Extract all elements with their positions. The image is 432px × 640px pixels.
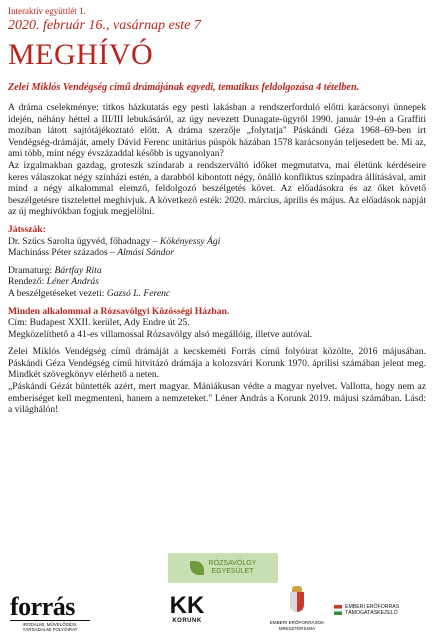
emmi-logo-line-2: MINISZTÉRIUMA	[278, 625, 316, 631]
venue-heading: Minden alkalommal a Rózsavölgyi Közösségi Házban.	[8, 305, 230, 317]
host-label: A beszélgetéseket vezeti:	[8, 287, 107, 299]
dramaturg-name: Bártfay Rita	[54, 264, 102, 276]
forras-logo-subtitle: IRODALMI, MŰVELŐDÉSI, TÁRSADALMI FOLYÓIRAT	[10, 620, 90, 632]
subtitle: Zelei Miklós Vendégség című drámájának egyedi, tematikus feldolgozása 4 tételben.	[8, 82, 360, 93]
rozsavolgyi-logo-line-2: EGYESÜLET	[211, 568, 254, 575]
korunk-logo	[165, 594, 209, 624]
rozsavolgyi-logo	[168, 553, 278, 583]
forras-logo-name: forrás	[10, 592, 75, 621]
host-line	[8, 288, 426, 300]
closing-paragraph-2: „Páskándi Gézát büntették azért, mert magyar. Mániákusan védte a magyar nyelvet. Vallotta, hogy nem az emberiséget kell megmenteni, hanem a nemzeteket." Léner András a Korunk 2019. májusi számában. Lásd: a világhálón!	[8, 381, 426, 416]
venue-address: Cím: Budapest XXII. kerület, Ady Endre út 25.	[8, 317, 190, 329]
cast-heading: Játsszák:	[8, 223, 46, 235]
intro-paragraph-1: A dráma cselekménye: titkos házkutatás egy pesti lakásban a rendszerforduló előtti karácsonyi ünnepek idején, néhány héttel a III/III lebukásáról, az úgy nevezett Dunagate-ügyről 1990. január 19-én a Graffiti moziban látott sajtótájékoztató előtt. A dráma szerzője „folytatja" Páskándi Géza 1968–69-ben írt Vendégség-drámáját, amely Dávid Ferenc unitárius püspök házában 1578 karácsonyán teljesedett be. Mi az, ami több, mint négy évszázaddal később is ugyanolyan?	[8, 102, 426, 160]
emet-logo	[334, 604, 430, 617]
cast-row-1	[8, 236, 426, 248]
director-name: Léner András	[46, 276, 99, 288]
sponsor-logos	[0, 592, 432, 640]
intro-text	[8, 102, 426, 416]
coat-of-arms-icon	[290, 592, 304, 612]
event-date: 2020. február 16., vasárnap este 7	[8, 18, 201, 33]
host-name: Gazsó L. Ferenc	[106, 287, 171, 299]
cast-actor-2: Almási Sándor	[117, 247, 175, 259]
cast-role-2: Machináss Péter százados –	[8, 247, 118, 259]
venue-access: Megközelíthető a 41-es villamossal Rózsavölgy alsó megállóig, illetve autóval.	[8, 328, 313, 340]
dramaturg-label: Dramaturg:	[8, 264, 55, 276]
intro-paragraph-2: Az izgalmakban gazdag, groteszk színdarab a rendszerváltó időket megmutatva, mai életünk kérdéseire keres válaszokat négy színházi estén, a darabból kibontott négy, önálló konfliktus színpadra állításával, amit mind a négy alkalommal elemző, feldolgozó beszélgetés követ. Az előadásokra és az őket követő beszélgetésre tisztelettel meghívjuk. A következő esték: 2020. március, április és május. Az előadások napját az új meghívókban fogjuk megjelölni.	[8, 159, 426, 218]
emet-logo-line-2: TÁMOGATÁSKEZELŐ	[345, 610, 398, 617]
series-kicker: Interaktív együttlét 1.	[8, 6, 86, 16]
flag-icon	[334, 605, 342, 615]
emmi-logo-line-1: EMBERI ERŐFORRÁSOK	[269, 620, 325, 625]
emmi-logo	[262, 592, 332, 631]
korunk-logo-mark: KK	[169, 592, 205, 619]
cast-actor-1: Kökényessy Ági	[159, 235, 221, 247]
closing-paragraph-1: Zelei Miklós Vendégség című drámáját a kecskeméti Forrás című folyóirat közölte, 2016 májusában. Páskándi Géza Vendégség című hitvitázó drámája a kolozsvári Korunk 1970. áprilisi számában jelent meg. Mindkét szövegkönyv elérhető a neten.	[8, 346, 426, 381]
forras-logo	[10, 594, 90, 632]
dramaturg-line	[8, 265, 426, 277]
rozsavolgyi-logo-line-1: RÓZSAVÖLGY	[208, 560, 257, 567]
leaf-icon	[190, 561, 204, 575]
director-label: Rendező:	[8, 276, 47, 288]
cast-row-2	[8, 247, 426, 259]
page-title: MEGHÍVÓ	[8, 38, 154, 71]
korunk-logo-name: KORUNK	[172, 618, 202, 624]
emet-logo-line-1: EMBERI ERŐFORRÁS	[345, 604, 400, 610]
director-line	[8, 276, 426, 288]
cast-role-1: Dr. Szűcs Sarolta ügyvéd, főhadnagy –	[8, 235, 160, 247]
